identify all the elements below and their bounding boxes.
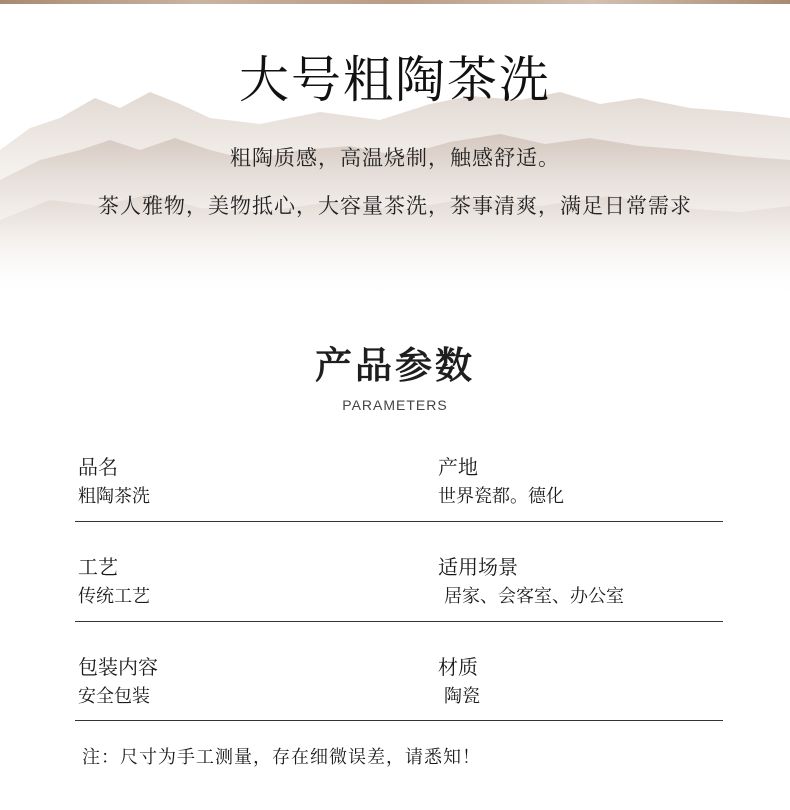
param-label: 适用场景 — [438, 555, 518, 579]
subtitle-line-2: 茶人雅物，美物抵心，大容量茶洗，茶事清爽，满足日常需求 — [98, 194, 692, 218]
param-row — [78, 454, 723, 554]
param-cell-origin — [438, 454, 564, 510]
param-value: 粗陶茶洗 — [78, 486, 150, 507]
param-cell-craft — [78, 554, 150, 610]
param-label: 工艺 — [78, 555, 118, 579]
param-label: 材质 — [438, 655, 478, 679]
row-divider — [75, 720, 723, 721]
param-value: 安全包装 — [78, 686, 150, 707]
param-value: 传统工艺 — [78, 586, 150, 607]
param-label: 包装内容 — [78, 655, 158, 679]
row-divider — [75, 521, 723, 522]
param-cell-package — [78, 654, 158, 710]
param-value: 居家、会客室、办公室 — [444, 586, 624, 607]
param-label: 产地 — [438, 455, 478, 479]
param-cell-name — [78, 454, 150, 510]
param-cell-usage — [438, 554, 624, 610]
subtitle-line-1: 粗陶质感，高温烧制，触感舒适。 — [230, 146, 560, 170]
measurement-note: 注：尺寸为手工测量，存在细微误差，请悉知！ — [82, 747, 481, 768]
param-value: 世界瓷都。德化 — [438, 486, 564, 507]
row-divider — [75, 621, 723, 622]
param-value: 陶瓷 — [444, 686, 480, 707]
page-title: 大号粗陶茶洗 — [239, 51, 551, 109]
param-label: 品名 — [78, 455, 118, 479]
param-row — [78, 654, 723, 754]
param-row — [78, 554, 723, 654]
param-cell-material — [438, 654, 480, 710]
params-section-title: 产品参数 — [315, 343, 475, 387]
params-section-subtitle: PARAMETERS — [342, 397, 448, 413]
